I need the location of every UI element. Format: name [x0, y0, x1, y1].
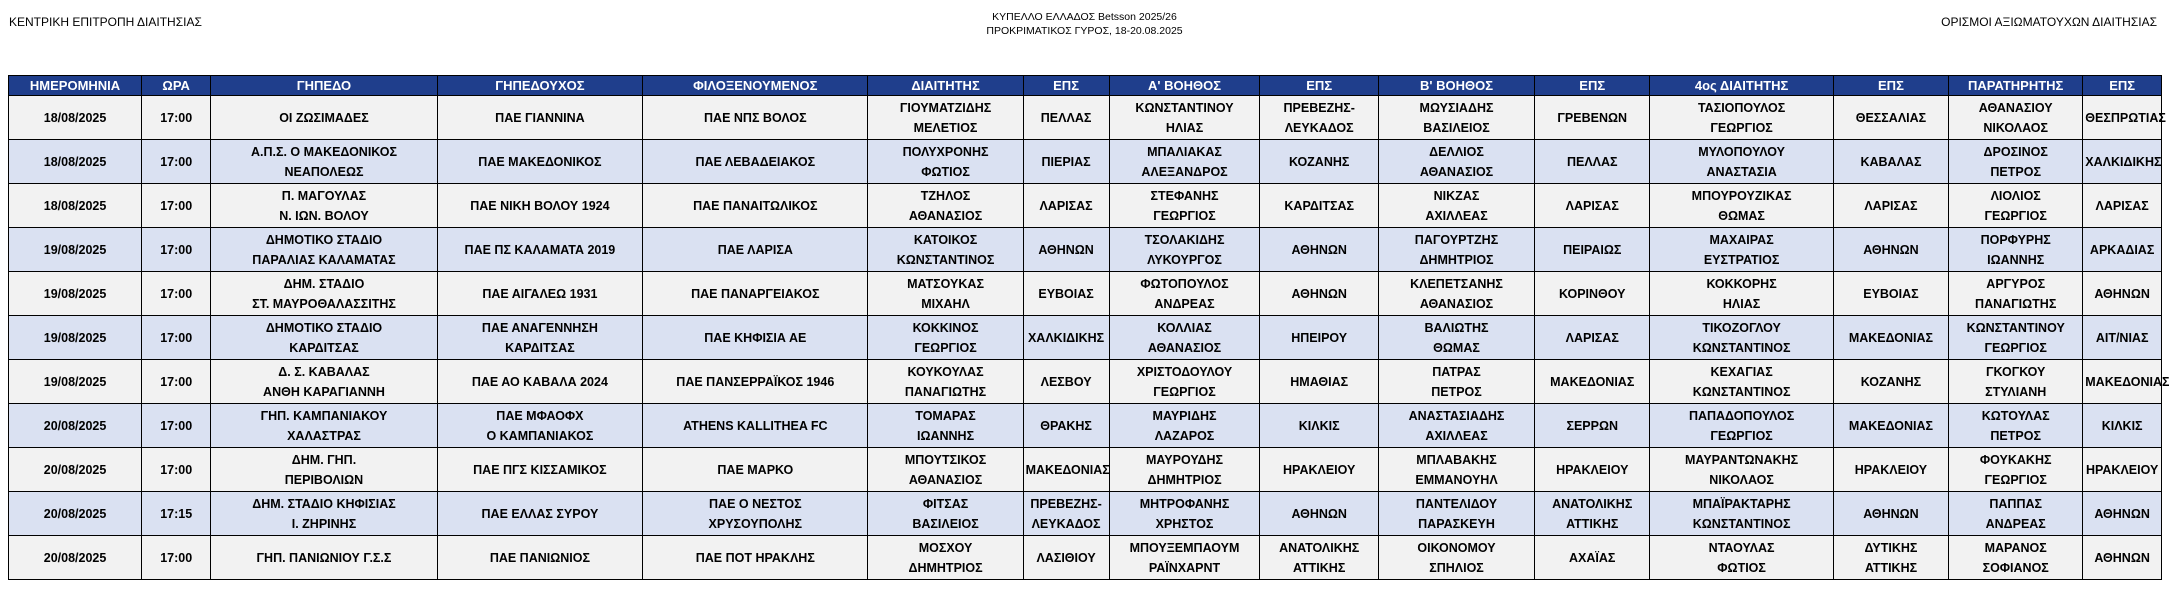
table-cell: ΜΑΚΕΔΟΝΙΑΣ	[1023, 448, 1109, 492]
table-cell: ΜΟΣΧΟΥ ΔΗΜΗΤΡΙΟΣ	[868, 536, 1023, 580]
table-cell: ΜΑΚΕΔΟΝΙΑΣ	[2083, 360, 2162, 404]
table-cell: ΗΡΑΚΛΕΙΟΥ	[1535, 448, 1650, 492]
table-cell: 19/08/2025	[9, 228, 142, 272]
table-cell: Δ. Σ. ΚΑΒΑΛΑΣ ΑΝΘΗ ΚΑΡΑΓΙΑΝΝΗ	[211, 360, 437, 404]
table-cell: ΠΟΡΦΥΡΗΣ ΙΩΑΝΝΗΣ	[1949, 228, 2083, 272]
table-cell: ΟΙΚΟΝΟΜΟΥ ΣΠΗΛΙΟΣ	[1378, 536, 1534, 580]
table-row	[9, 404, 2162, 448]
table-cell: 20/08/2025	[9, 448, 142, 492]
table-cell: ΦΩΤΟΠΟΥΛΟΣ ΑΝΔΡΕΑΣ	[1109, 272, 1260, 316]
column-header: ΗΜΕΡΟΜΗΝΙΑ	[9, 76, 142, 96]
round-dates: ΠΡΟΚΡΙΜΑΤΙΚΟΣ ΓΥΡΟΣ, 18-20.08.2025	[986, 25, 1183, 37]
table-row	[9, 228, 2162, 272]
referee-assignments-table	[8, 75, 2169, 580]
table-row	[9, 360, 2162, 404]
column-header: ΕΠΣ	[1023, 76, 1109, 96]
table-row	[9, 536, 2162, 580]
table-cell: ΚΩΤΟΥΛΑΣ ΠΕΤΡΟΣ	[1949, 404, 2083, 448]
column-header: ΓΗΠΕΔΟΥΧΟΣ	[437, 76, 642, 96]
table-cell: 20/08/2025	[9, 492, 142, 536]
table-row	[9, 140, 2162, 184]
table-cell: ΠΑΕ ΜΦΑΟΦΧ Ο ΚΑΜΠΑΝΙΑΚΟΣ	[437, 404, 642, 448]
table-cell: ΓΙΟΥΜΑΤΖΙΔΗΣ ΜΕΛΕΤΙΟΣ	[868, 96, 1023, 140]
table-cell: ΓΗΠ. ΚΑΜΠΑΝΙΑΚΟΥ ΧΑΛΑΣΤΡΑΣ	[211, 404, 437, 448]
table-cell: ΘΡΑΚΗΣ	[1023, 404, 1109, 448]
table-cell: ΜΑΡΑΝΟΣ ΣΟΦΙΑΝΟΣ	[1949, 536, 2083, 580]
table-cell: ΚΟΚΚΙΝΟΣ ΓΕΩΡΓΙΟΣ	[868, 316, 1023, 360]
table-cell: ΜΑΤΣΟΥΚΑΣ ΜΙΧΑΗΛ	[868, 272, 1023, 316]
table-cell: ΛΑΡΙΣΑΣ	[1535, 316, 1650, 360]
table-cell: 17:00	[142, 184, 211, 228]
table-cell: ΗΡΑΚΛΕΙΟΥ	[1260, 448, 1378, 492]
table-cell: ΗΡΑΚΛΕΙΟΥ	[2083, 448, 2162, 492]
table-cell: ΛΑΡΙΣΑΣ	[1833, 184, 1948, 228]
table-cell: ΜΑΥΡΙΔΗΣ ΛΑΖΑΡΟΣ	[1109, 404, 1260, 448]
table-cell: ΑΧΑΪΑΣ	[1535, 536, 1650, 580]
table-cell: ΛΑΣΙΘΙΟΥ	[1023, 536, 1109, 580]
table-cell: ΠΑΕ ΠΑΝΣΕΡΡΑΪΚΟΣ 1946	[643, 360, 868, 404]
table-cell: ΠΑΕ ΑΝΑΓΕΝΝΗΣΗ ΚΑΡΔΙΤΣΑΣ	[437, 316, 642, 360]
table-cell: ΧΑΛΚΙΔΙΚΗΣ	[1023, 316, 1109, 360]
table-cell: ΑΘΗΝΩΝ	[2083, 272, 2162, 316]
table-cell: ΤΙΚΟΖΟΓΛΟΥ ΚΩΝΣΤΑΝΤΙΝΟΣ	[1650, 316, 1833, 360]
table-cell: ΤΑΣΙΟΠΟΥΛΟΣ ΓΕΩΡΓΙΟΣ	[1650, 96, 1833, 140]
table-row	[9, 316, 2162, 360]
table-cell: ΑΡΚΑΔΙΑΣ	[2083, 228, 2162, 272]
table-cell: ΜΗΤΡΟΦΑΝΗΣ ΧΡΗΣΤΟΣ	[1109, 492, 1260, 536]
table-cell: 17:15	[142, 492, 211, 536]
table-row	[9, 96, 2162, 140]
table-cell: ΠΑΕ ΠΑΝΙΩΝΙΟΣ	[437, 536, 642, 580]
table-cell: ΑΙΤ/ΝΙΑΣ	[2083, 316, 2162, 360]
table-cell: ΔΗΜΟΤΙΚΟ ΣΤΑΔΙΟ ΠΑΡΑΛΙΑΣ ΚΑΛΑΜΑΤΑΣ	[211, 228, 437, 272]
table-cell: ΜΥΛΟΠΟΥΛΟΥ ΑΝΑΣΤΑΣΙΑ	[1650, 140, 1833, 184]
column-header: ΠΑΡΑΤΗΡΗΤΗΣ	[1949, 76, 2083, 96]
table-cell: ΜΩΥΣΙΑΔΗΣ ΒΑΣΙΛΕΙΟΣ	[1378, 96, 1534, 140]
table-row	[9, 272, 2162, 316]
table-cell: ΠΑΕ ΑΟ ΚΑΒΑΛΑ 2024	[437, 360, 642, 404]
table-cell: ΜΠΑΪΡΑΚΤΑΡΗΣ ΚΩΝΣΤΑΝΤΙΝΟΣ	[1650, 492, 1833, 536]
table-cell: ΠΡΕΒΕΖΗΣ- ΛΕΥΚΑΔΟΣ	[1260, 96, 1378, 140]
table-cell: ΚΟΡΙΝΘΟΥ	[1535, 272, 1650, 316]
table-cell: ΧΑΛΚΙΔΙΚΗΣ	[2083, 140, 2162, 184]
table-cell: ΛΕΣΒΟΥ	[1023, 360, 1109, 404]
table-cell: ΠΑΕ ΛΕΒΑΔΕΙΑΚΟΣ	[643, 140, 868, 184]
table-cell: 19/08/2025	[9, 316, 142, 360]
table-cell: 17:00	[142, 316, 211, 360]
table-cell: ΑΝΑΤΟΛΙΚΗΣ ΑΤΤΙΚΗΣ	[1535, 492, 1650, 536]
table-cell: 19/08/2025	[9, 360, 142, 404]
table-cell: 17:00	[142, 360, 211, 404]
table-cell: ΓΗΠ. ΠΑΝΙΩΝΙΟΥ Γ.Σ.Σ	[211, 536, 437, 580]
table-cell: ΑΝΑΣΤΑΣΙΑΔΗΣ ΑΧΙΛΛΕΑΣ	[1378, 404, 1534, 448]
table-cell: ΚΩΝΣΤΑΝΤΙΝΟΥ ΗΛΙΑΣ	[1109, 96, 1260, 140]
table-cell: 17:00	[142, 404, 211, 448]
competition-name: ΚΥΠΕΛΛΟ ΕΛΛΑΔΟΣ Betsson 2025/26	[992, 11, 1177, 23]
table-cell: ΠΑΕ Ο ΝΕΣΤΟΣ ΧΡΥΣΟΥΠΟΛΗΣ	[643, 492, 868, 536]
table-cell: ΜΠΟΥΡΟΥΖΙΚΑΣ ΘΩΜΑΣ	[1650, 184, 1833, 228]
table-cell: Π. ΜΑΓΟΥΛΑΣ Ν. ΙΩΝ. ΒΟΛΟΥ	[211, 184, 437, 228]
table-cell: ΑΘΗΝΩΝ	[1833, 492, 1948, 536]
table-cell: ΘΕΣΠΡΩΤΙΑΣ	[2083, 96, 2162, 140]
table-cell: ΦΙΤΣΑΣ ΒΑΣΙΛΕΙΟΣ	[868, 492, 1023, 536]
table-cell: ΠΕΛΛΑΣ	[1535, 140, 1650, 184]
table-cell: ΚΑΤΟΙΚΟΣ ΚΩΝΣΤΑΝΤΙΝΟΣ	[868, 228, 1023, 272]
table-cell: ΔΗΜ. ΣΤΑΔΙΟ ΣΤ. ΜΑΥΡΟΘΑΛΑΣΣΙΤΗΣ	[211, 272, 437, 316]
table-cell: ΠΑΕ ΠΣ ΚΑΛΑΜΑΤΑ 2019	[437, 228, 642, 272]
table-cell: ΚΟΚΚΟΡΗΣ ΗΛΙΑΣ	[1650, 272, 1833, 316]
table-cell: ΑΘΗΝΩΝ	[1260, 272, 1378, 316]
table-cell: ΚΩΝΣΤΑΝΤΙΝΟΥ ΓΕΩΡΓΙΟΣ	[1949, 316, 2083, 360]
table-cell: ΚΟΖΑΝΗΣ	[1260, 140, 1378, 184]
table-cell: ΠΑΕ ΠΑΝΑΡΓΕΙΑΚΟΣ	[643, 272, 868, 316]
table-cell: ΓΡΕΒΕΝΩΝ	[1535, 96, 1650, 140]
table-cell: ΕΥΒΟΙΑΣ	[1023, 272, 1109, 316]
table-cell: ΤΟΜΑΡΑΣ ΙΩΑΝΝΗΣ	[868, 404, 1023, 448]
table-cell: ΣΕΡΡΩΝ	[1535, 404, 1650, 448]
table-cell: ΕΥΒΟΙΑΣ	[1833, 272, 1948, 316]
table-cell: ΜΠΛΑΒΑΚΗΣ ΕΜΜΑΝΟΥΗΛ	[1378, 448, 1534, 492]
table-cell: ΜΠΟΥΞΕΜΠΑΟΥΜ ΡΑΪΝΧΑΡΝΤ	[1109, 536, 1260, 580]
table-cell: ΓΚΟΓΚΟΥ ΣΤΥΛΙΑΝΗ	[1949, 360, 2083, 404]
table-cell: ΑΝΑΤΟΛΙΚΗΣ ΑΤΤΙΚΗΣ	[1260, 536, 1378, 580]
table-cell: 17:00	[142, 140, 211, 184]
table-cell: 17:00	[142, 96, 211, 140]
table-cell: ΠΟΛΥΧΡΟΝΗΣ ΦΩΤΙΟΣ	[868, 140, 1023, 184]
table-cell: ATHENS KALLITHEA FC	[643, 404, 868, 448]
table-cell: ΦΟΥΚΑΚΗΣ ΓΕΩΡΓΙΟΣ	[1949, 448, 2083, 492]
table-cell: ΝΙΚΖΑΣ ΑΧΙΛΛΕΑΣ	[1378, 184, 1534, 228]
column-header: ΕΠΣ	[1535, 76, 1650, 96]
table-cell: ΔΡΟΣΙΝΟΣ ΠΕΤΡΟΣ	[1949, 140, 2083, 184]
table-cell: 18/08/2025	[9, 140, 142, 184]
table-cell: ΛΑΡΙΣΑΣ	[2083, 184, 2162, 228]
table-cell: 20/08/2025	[9, 536, 142, 580]
table-cell: 20/08/2025	[9, 404, 142, 448]
table-cell: ΘΕΣΣΑΛΙΑΣ	[1833, 96, 1948, 140]
table-cell: ΑΘΗΝΩΝ	[2083, 492, 2162, 536]
column-header: ΕΠΣ	[1260, 76, 1378, 96]
column-header: ΓΗΠΕΔΟ	[211, 76, 437, 96]
column-header: Β' ΒΟΗΘΟΣ	[1378, 76, 1534, 96]
table-cell: ΠΑΕ ΓΙΑΝΝΙΝΑ	[437, 96, 642, 140]
table-cell: ΑΡΓΥΡΟΣ ΠΑΝΑΓΙΩΤΗΣ	[1949, 272, 2083, 316]
table-cell: ΠΕΛΛΑΣ	[1023, 96, 1109, 140]
column-header: ΕΠΣ	[1833, 76, 1948, 96]
table-cell: ΠΑΕ ΠΟΤ ΗΡΑΚΛΗΣ	[643, 536, 868, 580]
table-cell: 19/08/2025	[9, 272, 142, 316]
table-cell: ΜΑΥΡΑΝΤΩΝΑΚΗΣ ΝΙΚΟΛΑΟΣ	[1650, 448, 1833, 492]
table-cell: 18/08/2025	[9, 184, 142, 228]
table-cell: ΠΑΠΠΑΣ ΑΝΔΡΕΑΣ	[1949, 492, 2083, 536]
table-cell: ΜΑΧΑΙΡΑΣ ΕΥΣΤΡΑΤΙΟΣ	[1650, 228, 1833, 272]
table-cell: ΜΠΟΥΤΣΙΚΟΣ ΑΘΑΝΑΣΙΟΣ	[868, 448, 1023, 492]
table-cell: ΚΑΒΑΛΑΣ	[1833, 140, 1948, 184]
document-title: ΟΡΙΣΜΟΙ ΑΞΙΩΜΑΤΟΥΧΩΝ ΔΙΑΙΤΗΣΙΑΣ	[1941, 15, 2157, 29]
table-cell: ΜΠΑΛΙΑΚΑΣ ΑΛΕΞΑΝΔΡΟΣ	[1109, 140, 1260, 184]
table-cell: ΗΠΕΙΡΟΥ	[1260, 316, 1378, 360]
table-cell: ΚΛΕΠΕΤΣΑΝΗΣ ΑΘΑΝΑΣΙΟΣ	[1378, 272, 1534, 316]
table-cell: ΛΙΟΛΙΟΣ ΓΕΩΡΓΙΟΣ	[1949, 184, 2083, 228]
table-cell: 17:00	[142, 228, 211, 272]
table-cell: ΧΡΙΣΤΟΔΟΥΛΟΥ ΓΕΩΡΓΙΟΣ	[1109, 360, 1260, 404]
table-cell: Α.Π.Σ. Ο ΜΑΚΕΔΟΝΙΚΟΣ ΝΕΑΠΟΛΕΩΣ	[211, 140, 437, 184]
table-cell: ΠΑΠΑΔΟΠΟΥΛΟΣ ΓΕΩΡΓΙΟΣ	[1650, 404, 1833, 448]
table-cell: ΠΑΝΤΕΛΙΔΟΥ ΠΑΡΑΣΚΕΥΗ	[1378, 492, 1534, 536]
table-cell: ΠΑΕ ΠΓΣ ΚΙΣΣΑΜΙΚΟΣ	[437, 448, 642, 492]
table-cell: ΗΡΑΚΛΕΙΟΥ	[1833, 448, 1948, 492]
table-cell: ΑΘΗΝΩΝ	[1023, 228, 1109, 272]
table-cell: ΑΘΗΝΩΝ	[1260, 228, 1378, 272]
table-cell: ΚΕΧΑΓΙΑΣ ΚΩΝΣΤΑΝΤΙΝΟΣ	[1650, 360, 1833, 404]
table-cell: ΝΤΑΟΥΛΑΣ ΦΩΤΙΟΣ	[1650, 536, 1833, 580]
column-header: ΕΠΣ	[2083, 76, 2162, 96]
table-cell: ΚΑΡΔΙΤΣΑΣ	[1260, 184, 1378, 228]
table-cell: ΠΑΕ ΛΑΡΙΣΑ	[643, 228, 868, 272]
table-cell: ΠΙΕΡΙΑΣ	[1023, 140, 1109, 184]
table-cell: ΠΡΕΒΕΖΗΣ- ΛΕΥΚΑΔΟΣ	[1023, 492, 1109, 536]
table-cell: ΑΘΗΝΩΝ	[1833, 228, 1948, 272]
table-cell: ΚΟΛΛΙΑΣ ΑΘΑΝΑΣΙΟΣ	[1109, 316, 1260, 360]
column-header: ΦΙΛΟΞΕΝΟΥΜΕΝΟΣ	[643, 76, 868, 96]
table-cell: ΜΑΚΕΔΟΝΙΑΣ	[1535, 360, 1650, 404]
table-cell: ΑΘΑΝΑΣΙΟΥ ΝΙΚΟΛΑΟΣ	[1949, 96, 2083, 140]
table-cell: ΚΙΛΚΙΣ	[2083, 404, 2162, 448]
table-header-row	[9, 76, 2162, 96]
table-cell: ΒΑΛΙΩΤΗΣ ΘΩΜΑΣ	[1378, 316, 1534, 360]
table-cell: ΛΑΡΙΣΑΣ	[1535, 184, 1650, 228]
column-header: ΩΡΑ	[142, 76, 211, 96]
table-cell: ΔΕΛΛΙΟΣ ΑΘΑΝΑΣΙΟΣ	[1378, 140, 1534, 184]
table-cell: ΠΑΤΡΑΣ ΠΕΤΡΟΣ	[1378, 360, 1534, 404]
table-row	[9, 492, 2162, 536]
table-cell: ΟΙ ΖΩΣΙΜΑΔΕΣ	[211, 96, 437, 140]
table-cell: ΔΗΜ. ΣΤΑΔΙΟ ΚΗΦΙΣΙΑΣ Ι. ΖΗΡΙΝΗΣ	[211, 492, 437, 536]
table-cell: ΠΑΕ ΝΠΣ ΒΟΛΟΣ	[643, 96, 868, 140]
column-header: ΔΙΑΙΤΗΤΗΣ	[868, 76, 1023, 96]
table-cell: 18/08/2025	[9, 96, 142, 140]
table-cell: ΠΑΕ ΚΗΦΙΣΙΑ ΑΕ	[643, 316, 868, 360]
table-cell: 17:00	[142, 448, 211, 492]
table-cell: ΜΑΥΡΟΥΔΗΣ ΔΗΜΗΤΡΙΟΣ	[1109, 448, 1260, 492]
table-cell: ΗΜΑΘΙΑΣ	[1260, 360, 1378, 404]
table-cell: ΠΑΕ ΜΑΡΚΟ	[643, 448, 868, 492]
table-cell: ΚΙΛΚΙΣ	[1260, 404, 1378, 448]
table-cell: ΜΑΚΕΔΟΝΙΑΣ	[1833, 404, 1948, 448]
table-cell: ΔΗΜΟΤΙΚΟ ΣΤΑΔΙΟ ΚΑΡΔΙΤΣΑΣ	[211, 316, 437, 360]
table-cell: ΤΣΟΛΑΚΙΔΗΣ ΛΥΚΟΥΡΓΟΣ	[1109, 228, 1260, 272]
committee-title: ΚΕΝΤΡΙΚΗ ΕΠΙΤΡΟΠΗ ΔΙΑΙΤΗΣΙΑΣ	[9, 15, 202, 29]
table-cell: ΠΑΕ ΑΙΓΑΛΕΩ 1931	[437, 272, 642, 316]
table-cell: ΠΑΕ ΕΛΛΑΣ ΣΥΡΟΥ	[437, 492, 642, 536]
table-cell: ΔΥΤΙΚΗΣ ΑΤΤΙΚΗΣ	[1833, 536, 1948, 580]
table-cell: ΠΑΕ ΠΑΝΑΙΤΩΛΙΚΟΣ	[643, 184, 868, 228]
table-cell: ΑΘΗΝΩΝ	[2083, 536, 2162, 580]
table-row	[9, 448, 2162, 492]
table-row	[9, 184, 2162, 228]
table-cell: ΜΑΚΕΔΟΝΙΑΣ	[1833, 316, 1948, 360]
table-cell: ΣΤΕΦΑΝΗΣ ΓΕΩΡΓΙΟΣ	[1109, 184, 1260, 228]
table-cell: 17:00	[142, 536, 211, 580]
table-cell: ΠΑΕ ΜΑΚΕΔΟΝΙΚΟΣ	[437, 140, 642, 184]
table-cell: ΛΑΡΙΣΑΣ	[1023, 184, 1109, 228]
table-cell: ΔΗΜ. ΓΗΠ. ΠΕΡΙΒΟΛΙΩΝ	[211, 448, 437, 492]
table-cell: 17:00	[142, 272, 211, 316]
table-cell: ΚΟΥΚΟΥΛΑΣ ΠΑΝΑΓΙΩΤΗΣ	[868, 360, 1023, 404]
column-header: 4ος ΔΙΑΙΤΗΤΗΣ	[1650, 76, 1833, 96]
table-cell: ΠΑΕ ΝΙΚΗ ΒΟΛΟΥ 1924	[437, 184, 642, 228]
table-cell: ΤΖΗΛΟΣ ΑΘΑΝΑΣΙΟΣ	[868, 184, 1023, 228]
competition-title	[0, 10, 2169, 38]
table-cell: ΠΑΓΟΥΡΤΖΗΣ ΔΗΜΗΤΡΙΟΣ	[1378, 228, 1534, 272]
table-cell: ΑΘΗΝΩΝ	[1260, 492, 1378, 536]
table-cell: ΠΕΙΡΑΙΩΣ	[1535, 228, 1650, 272]
column-header: Α' ΒΟΗΘΟΣ	[1109, 76, 1260, 96]
table-cell: ΚΟΖΑΝΗΣ	[1833, 360, 1948, 404]
